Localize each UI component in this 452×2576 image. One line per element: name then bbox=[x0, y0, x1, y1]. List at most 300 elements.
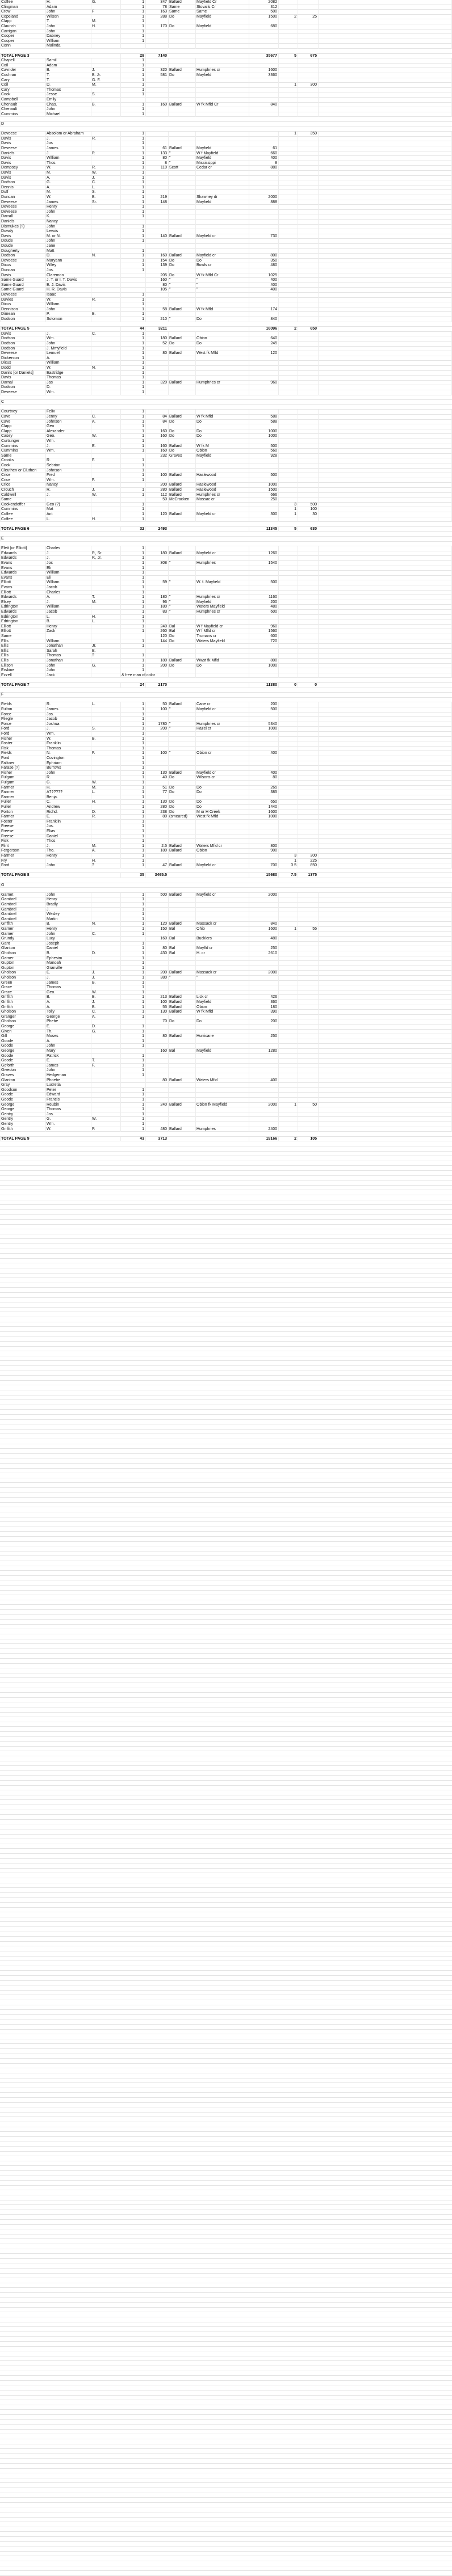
cell-surname: Cooper bbox=[0, 39, 45, 44]
table-row bbox=[0, 415, 452, 420]
cell-watercourse bbox=[195, 210, 249, 215]
cell-acres: 2.5 bbox=[145, 844, 168, 849]
cell-county bbox=[168, 469, 195, 474]
cell-polls: 1 bbox=[120, 293, 145, 298]
blank-row bbox=[0, 2571, 452, 2576]
blank-row bbox=[0, 2049, 452, 2054]
cell-acres: 210 bbox=[145, 317, 168, 322]
cell-first: Jos bbox=[45, 141, 91, 146]
cell-slaves bbox=[278, 263, 298, 268]
cell-first: Jenny bbox=[45, 415, 91, 420]
blank-row bbox=[0, 2171, 452, 2176]
cell-polls: 1 bbox=[120, 376, 145, 381]
cell-value bbox=[249, 112, 278, 117]
cell-slave-value bbox=[298, 1093, 318, 1098]
table-row bbox=[0, 234, 452, 239]
cell-polls: 1 bbox=[120, 92, 145, 98]
cell-note bbox=[318, 278, 452, 283]
cell-middle: H. bbox=[91, 24, 120, 29]
cell-first: Jacob bbox=[45, 610, 91, 615]
cell-watercourse bbox=[195, 756, 249, 761]
cell-acres: 320 bbox=[145, 381, 168, 386]
cell-note bbox=[318, 937, 452, 942]
cell-surname: Farase (?) bbox=[0, 766, 45, 771]
table-row bbox=[0, 146, 452, 151]
cell-watercourse: Waters Mfld cr bbox=[195, 844, 249, 849]
cell-county bbox=[168, 268, 195, 273]
blank-row bbox=[0, 1971, 452, 1976]
cell-watercourse bbox=[195, 897, 249, 903]
cell-surname: Daniels bbox=[0, 220, 45, 225]
cell-note bbox=[318, 351, 452, 356]
cell-surname: Elliott bbox=[0, 625, 45, 630]
blank-row bbox=[0, 1215, 452, 1220]
cell-county: Ballard bbox=[168, 771, 195, 776]
cell-acres: 40 bbox=[145, 775, 168, 781]
cell-acres bbox=[145, 985, 168, 990]
cell-first: Wiley bbox=[45, 263, 91, 268]
cell-note bbox=[318, 132, 452, 137]
cell-slaves: 1 bbox=[278, 132, 298, 137]
cell-middle: E. bbox=[91, 649, 120, 654]
cell-first: Thomas bbox=[45, 654, 91, 659]
cell-note bbox=[318, 556, 452, 561]
cell-slaves bbox=[278, 214, 298, 220]
cell-watercourse bbox=[195, 1083, 249, 1088]
cell-middle bbox=[91, 259, 120, 264]
cell-middle: C. bbox=[91, 415, 120, 420]
cell-surname: Edwards bbox=[0, 571, 45, 576]
cell-polls: 1 bbox=[120, 298, 145, 303]
cell-value bbox=[249, 824, 278, 829]
cell-note bbox=[318, 971, 452, 976]
cell-surname: Gant bbox=[0, 942, 45, 947]
cell-county bbox=[168, 1059, 195, 1064]
cell-slave-value bbox=[298, 458, 318, 463]
cell-first: J. Mmyfield bbox=[45, 347, 91, 352]
cell-surname: Gambrel bbox=[0, 912, 45, 917]
cell-polls: 1 bbox=[120, 176, 145, 181]
cell-value bbox=[249, 585, 278, 591]
cell-surname: Davis bbox=[0, 376, 45, 381]
cell-acres bbox=[145, 190, 168, 195]
cell-middle bbox=[91, 942, 120, 947]
cell-first: Jonathan bbox=[45, 644, 91, 649]
cell-county: " bbox=[168, 161, 195, 166]
cell-acres: 77 bbox=[145, 790, 168, 795]
cell-slaves bbox=[278, 156, 298, 161]
table-row bbox=[0, 649, 452, 654]
cell-watercourse bbox=[195, 361, 249, 366]
cell-value bbox=[249, 214, 278, 220]
cell-note bbox=[318, 775, 452, 781]
cell-watercourse bbox=[195, 39, 249, 44]
cell-acres bbox=[145, 591, 168, 596]
total-value: 15680 bbox=[249, 873, 278, 878]
cell-county bbox=[168, 942, 195, 947]
cell-acres bbox=[145, 859, 168, 864]
cell-slaves bbox=[278, 951, 298, 956]
cell-middle bbox=[91, 112, 120, 117]
cell-acres bbox=[145, 137, 168, 142]
blank-row bbox=[0, 888, 452, 893]
table-row bbox=[0, 92, 452, 98]
cell-county: Ballard bbox=[168, 234, 195, 239]
blank-row bbox=[0, 2483, 452, 2488]
blank-row bbox=[0, 1146, 452, 1152]
cell-slaves bbox=[278, 98, 298, 103]
table-row bbox=[0, 800, 452, 805]
cell-slave-value bbox=[298, 478, 318, 483]
cell-middle bbox=[91, 273, 120, 279]
cell-acres: 180 bbox=[145, 551, 168, 556]
cell-note bbox=[318, 546, 452, 551]
table-row bbox=[0, 64, 452, 69]
cell-acres bbox=[145, 824, 168, 829]
cell-polls: 1 bbox=[120, 254, 145, 259]
cell-value bbox=[249, 132, 278, 137]
cell-value: 426 bbox=[249, 995, 278, 1000]
cell-slaves bbox=[278, 244, 298, 249]
cell-county bbox=[168, 1098, 195, 1103]
blank-row bbox=[0, 2385, 452, 2391]
blank-row bbox=[0, 1678, 452, 1683]
cell-county bbox=[168, 458, 195, 463]
cell-surname: Fields bbox=[0, 751, 45, 756]
cell-middle bbox=[91, 449, 120, 454]
total-row bbox=[0, 1137, 452, 1142]
cell-slave-value bbox=[298, 625, 318, 630]
cell-first: A. bbox=[45, 185, 91, 191]
blank-row bbox=[0, 2317, 452, 2322]
blank-row bbox=[0, 1498, 452, 1503]
cell-watercourse: Do bbox=[195, 805, 249, 810]
cell-first: James bbox=[45, 707, 91, 712]
blank-row bbox=[0, 2488, 452, 2493]
cell-surname: Crice bbox=[0, 473, 45, 478]
table-row bbox=[0, 141, 452, 146]
table-row bbox=[0, 410, 452, 415]
cell-first: Wilson bbox=[45, 15, 91, 20]
cell-slave-value bbox=[298, 741, 318, 747]
cell-first: Jos. bbox=[45, 824, 91, 829]
cell-watercourse bbox=[195, 942, 249, 947]
cell-slave-value bbox=[298, 64, 318, 69]
cell-polls: 1 bbox=[120, 210, 145, 215]
cell-note bbox=[318, 1049, 452, 1054]
cell-slave-value bbox=[298, 268, 318, 273]
cell-watercourse: Mayfield bbox=[195, 15, 249, 20]
cell-first: Levois bbox=[45, 229, 91, 234]
cell-first: Geo bbox=[45, 424, 91, 429]
cell-middle: B. bbox=[91, 981, 120, 986]
blank-row bbox=[0, 2366, 452, 2371]
cell-surname: Deveese bbox=[0, 210, 45, 215]
table-row bbox=[0, 469, 452, 474]
blank-row bbox=[0, 2263, 452, 2269]
cell-slave-value bbox=[298, 981, 318, 986]
blank-row bbox=[0, 1981, 452, 1986]
cell-polls: 1 bbox=[120, 307, 145, 313]
cell-slaves bbox=[278, 1034, 298, 1039]
cell-first: Claremon bbox=[45, 273, 91, 279]
cell-watercourse bbox=[195, 712, 249, 718]
cell-surname: Crice bbox=[0, 478, 45, 483]
cell-value: 1540 bbox=[249, 561, 278, 566]
cell-value: 312 bbox=[249, 5, 278, 10]
blank-row bbox=[0, 1742, 452, 1747]
cell-slaves bbox=[278, 166, 298, 171]
cell-note bbox=[318, 137, 452, 142]
cell-acres: 96 bbox=[145, 600, 168, 605]
cell-note bbox=[318, 415, 452, 420]
cell-value: 2000 bbox=[249, 971, 278, 976]
table-row bbox=[0, 225, 452, 230]
blank-row bbox=[0, 2425, 452, 2430]
cell-slaves bbox=[278, 146, 298, 151]
cell-value bbox=[249, 180, 278, 185]
cell-first: D. bbox=[45, 254, 91, 259]
cell-county bbox=[168, 517, 195, 522]
cell-county: Do bbox=[168, 434, 195, 439]
cell-middle bbox=[91, 1103, 120, 1108]
cell-polls: 1 bbox=[120, 600, 145, 605]
cell-note bbox=[318, 1005, 452, 1010]
cell-acres bbox=[145, 1083, 168, 1088]
blank-row bbox=[0, 1274, 452, 1279]
cell-slave-value bbox=[298, 1049, 318, 1054]
cell-county bbox=[168, 1039, 195, 1044]
cell-county bbox=[168, 332, 195, 337]
cell-note bbox=[318, 312, 452, 317]
cell-acres bbox=[145, 29, 168, 35]
cell-slaves bbox=[278, 786, 298, 791]
cell-first: John bbox=[45, 1068, 91, 1073]
cell-surname: Coil bbox=[0, 64, 45, 69]
cell-surname: Conn bbox=[0, 44, 45, 49]
cell-value: 730 bbox=[249, 234, 278, 239]
cell-value: 900 bbox=[249, 849, 278, 854]
cell-watercourse bbox=[195, 917, 249, 922]
cell-note bbox=[318, 347, 452, 352]
table-row bbox=[0, 351, 452, 356]
cell-surname: Griffith bbox=[0, 922, 45, 927]
cell-note bbox=[318, 600, 452, 605]
cell-polls: 1 bbox=[120, 356, 145, 361]
cell-polls: 1 bbox=[120, 737, 145, 742]
cell-surname: Cary bbox=[0, 78, 45, 83]
blank-row bbox=[0, 1976, 452, 1981]
cell-first: Adam bbox=[45, 5, 91, 10]
cell-watercourse bbox=[195, 1025, 249, 1030]
cell-note bbox=[318, 376, 452, 381]
cell-surname: Farmer bbox=[0, 795, 45, 800]
blank-row bbox=[0, 1517, 452, 1523]
cell-polls: 1 bbox=[120, 234, 145, 239]
blank-row bbox=[0, 2405, 452, 2410]
cell-acres bbox=[145, 44, 168, 49]
cell-acres bbox=[145, 820, 168, 825]
cell-slaves bbox=[278, 1000, 298, 1005]
blank-row bbox=[0, 1395, 452, 1401]
cell-note bbox=[318, 1054, 452, 1059]
cell-first: Jos. bbox=[45, 268, 91, 273]
cell-watercourse bbox=[195, 410, 249, 415]
cell-surname: Coffee bbox=[0, 0, 45, 5]
blank-row bbox=[0, 1249, 452, 1254]
blank-row bbox=[0, 2229, 452, 2234]
blank-row bbox=[0, 1634, 452, 1639]
cell-middle: F. bbox=[91, 1064, 120, 1069]
cell-surname: Freese bbox=[0, 829, 45, 834]
cell-value bbox=[249, 1054, 278, 1059]
blank-row bbox=[0, 1483, 452, 1488]
cell-first: Thomas bbox=[45, 376, 91, 381]
cell-slave-value bbox=[298, 737, 318, 742]
table-row bbox=[0, 556, 452, 561]
cell-value: 400 bbox=[249, 751, 278, 756]
cell-polls: 1 bbox=[120, 551, 145, 556]
total-row bbox=[0, 527, 452, 532]
cell-slaves: 1 bbox=[278, 512, 298, 517]
table-row bbox=[0, 424, 452, 429]
table-row bbox=[0, 1005, 452, 1010]
cell-acres bbox=[145, 112, 168, 117]
cell-county bbox=[168, 795, 195, 800]
cell-slave-value bbox=[298, 1010, 318, 1015]
cell-slaves bbox=[278, 356, 298, 361]
cell-polls: 1 bbox=[120, 712, 145, 718]
cell-value: 888 bbox=[249, 200, 278, 205]
table-row bbox=[0, 439, 452, 444]
cell-slave-value bbox=[298, 473, 318, 478]
cell-first: Martin bbox=[45, 917, 91, 922]
cell-first: J. bbox=[45, 844, 91, 849]
cell-watercourse bbox=[195, 439, 249, 444]
cell-slave-value bbox=[298, 849, 318, 854]
cell-middle bbox=[91, 820, 120, 825]
blank-row bbox=[0, 2327, 452, 2332]
cell-surname: Davis bbox=[0, 137, 45, 142]
cell-first: James bbox=[45, 1064, 91, 1069]
cell-watercourse: Humphries cr bbox=[195, 722, 249, 727]
cell-slaves bbox=[278, 1015, 298, 1020]
cell-slave-value bbox=[298, 844, 318, 849]
cell-middle: H. bbox=[91, 517, 120, 522]
cell-acres: 180 bbox=[145, 849, 168, 854]
blank-row bbox=[0, 1957, 452, 1962]
blank-row bbox=[0, 1376, 452, 1381]
table-row bbox=[0, 566, 452, 571]
cell-county bbox=[168, 981, 195, 986]
cell-polls: 1 bbox=[120, 727, 145, 732]
cell-value bbox=[249, 385, 278, 390]
cell-watercourse: Do bbox=[195, 429, 249, 435]
total-label: TOTAL PAGE 5 bbox=[0, 327, 45, 332]
cell-slave-value bbox=[298, 298, 318, 303]
cell-note bbox=[318, 200, 452, 205]
cell-surname: Erskine bbox=[0, 668, 45, 673]
cell-slave-value bbox=[298, 161, 318, 166]
blank-row bbox=[0, 2288, 452, 2293]
blank-row bbox=[0, 1234, 452, 1239]
cell-middle bbox=[91, 263, 120, 268]
cell-middle bbox=[91, 132, 120, 137]
cell-slaves: 1 bbox=[278, 507, 298, 512]
total-value: 11345 bbox=[249, 527, 278, 532]
cell-value bbox=[249, 1093, 278, 1098]
cell-county bbox=[168, 1064, 195, 1069]
table-row bbox=[0, 1049, 452, 1054]
blank-row bbox=[0, 1995, 452, 2000]
cell-slave-value bbox=[298, 727, 318, 732]
cell-surname: Griffith bbox=[0, 1127, 45, 1132]
cell-county: " bbox=[168, 727, 195, 732]
cell-watercourse: Mayfield cr bbox=[195, 234, 249, 239]
cell-middle bbox=[91, 141, 120, 146]
cell-county bbox=[168, 829, 195, 834]
cell-acres bbox=[145, 503, 168, 508]
cell-county: Do bbox=[168, 449, 195, 454]
cell-surname: Davis bbox=[0, 273, 45, 279]
cell-county bbox=[168, 1068, 195, 1073]
cell-note bbox=[318, 156, 452, 161]
total-polls: 35 bbox=[120, 873, 145, 878]
blank-row bbox=[0, 1507, 452, 1512]
cell-slaves bbox=[278, 649, 298, 654]
cell-slaves bbox=[278, 820, 298, 825]
blank-row bbox=[0, 2025, 452, 2030]
cell-first: Lucretia bbox=[45, 1083, 91, 1088]
cell-middle bbox=[91, 507, 120, 512]
cell-note bbox=[318, 73, 452, 78]
cell-note bbox=[318, 625, 452, 630]
cell-surname: Gentry bbox=[0, 1117, 45, 1122]
cell-county: Ballard bbox=[168, 844, 195, 849]
blank-row bbox=[0, 1298, 452, 1303]
cell-first bbox=[45, 498, 91, 503]
cell-county: Bal bbox=[168, 629, 195, 634]
table-row bbox=[0, 702, 452, 707]
blank-row bbox=[0, 1629, 452, 1634]
cell-middle bbox=[91, 1093, 120, 1098]
table-row bbox=[0, 1030, 452, 1035]
cell-middle bbox=[91, 410, 120, 415]
table-row bbox=[0, 917, 452, 922]
cell-surname: Dismukes (?) bbox=[0, 225, 45, 230]
blank-row bbox=[0, 1239, 452, 1244]
cell-middle: P., Sr. bbox=[91, 551, 120, 556]
cell-value bbox=[249, 1025, 278, 1030]
table-row bbox=[0, 639, 452, 644]
cell-first: A. bbox=[45, 1005, 91, 1010]
cell-polls: 1 bbox=[120, 741, 145, 747]
cell-note bbox=[318, 795, 452, 800]
cell-acres: 160 bbox=[145, 254, 168, 259]
cell-polls: 1 bbox=[120, 151, 145, 157]
blank-row bbox=[0, 1869, 452, 1874]
cell-note bbox=[318, 585, 452, 591]
cell-surname: Same Guard bbox=[0, 288, 45, 293]
cell-value bbox=[249, 741, 278, 747]
blank-row bbox=[0, 2522, 452, 2527]
cell-county: Do bbox=[168, 263, 195, 268]
cell-value: 840 bbox=[249, 317, 278, 322]
cell-value bbox=[249, 410, 278, 415]
cell-middle bbox=[91, 205, 120, 210]
cell-acres: 50 bbox=[145, 702, 168, 707]
cell-value: 1280 bbox=[249, 1049, 278, 1054]
